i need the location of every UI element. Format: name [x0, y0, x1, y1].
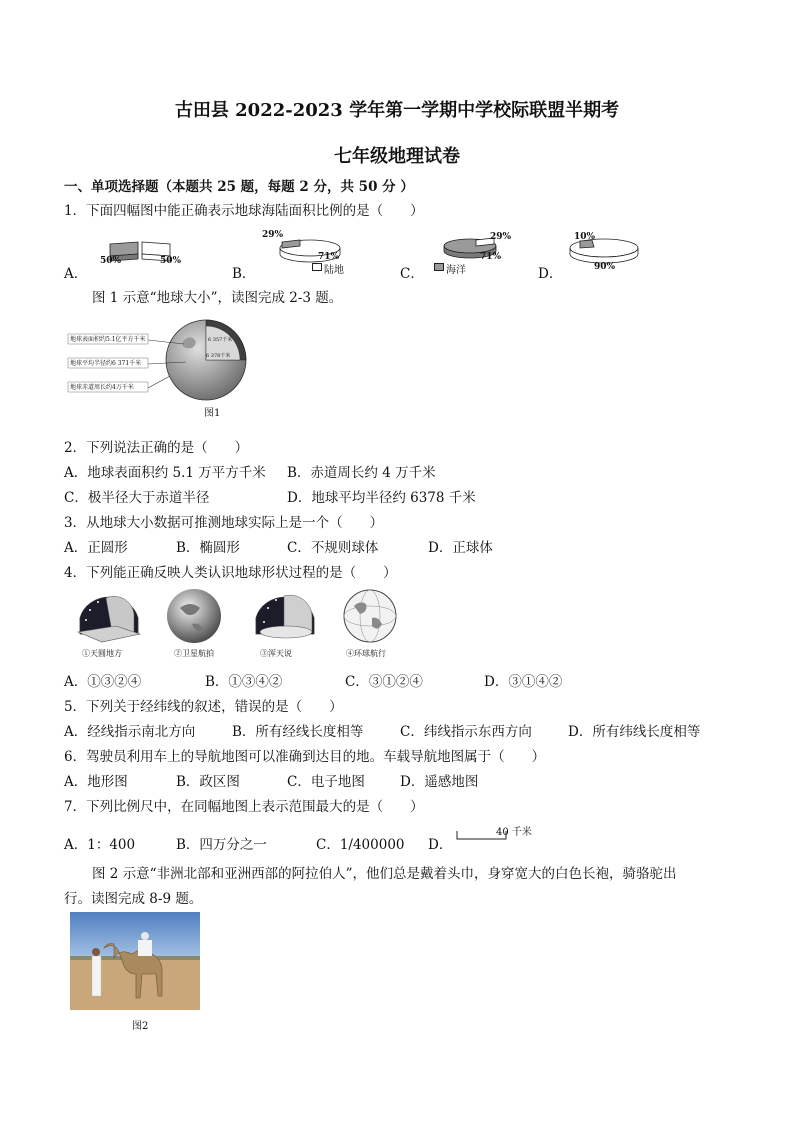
q2-option-b: B．赤道周长约 4 万千米 [287, 465, 436, 481]
pie-chart-a [100, 232, 190, 272]
intro-q8-q9-line1: 图 2 示意“非洲北部和亚洲西部的阿拉伯人”，他们总是戴着头巾，身穿宽大的白色长袍，骑骆驼出 [92, 866, 677, 882]
image-circumnavigation-globe [342, 588, 398, 644]
pie-a-right-pct: 50% [160, 256, 182, 266]
q7-option-c: C．1/400000 [316, 837, 405, 853]
q4-option-b: B．①③④② [205, 674, 283, 690]
q6-option-c: C．电子地图 [287, 774, 365, 790]
pie-d-top-pct: 10% [574, 232, 596, 242]
q5-option-c: C．纬线指示东西方向 [400, 724, 532, 740]
pie-a-left-pct: 50% [100, 256, 122, 266]
question-4-stem: 4．下列能正确反映人类认识地球形状过程的是（ ） [64, 565, 397, 581]
q4-caption-2: ②卫星航拍 [174, 649, 214, 658]
question-1-stem: 1．下面四幅图中能正确表示地球海陆面积比例的是（ ） [64, 203, 424, 219]
pie-b-top-pct: 29% [262, 230, 284, 240]
pie-c-legend: 海洋 [446, 265, 466, 276]
q4-option-c: C．③①②④ [345, 674, 423, 690]
pie-chart-b [270, 228, 360, 268]
q4-option-d: D．③①④② [484, 674, 563, 690]
fig1-polar-radius: 6 357千米 [208, 337, 233, 343]
q6-option-b: B．政区图 [176, 774, 240, 790]
pie-b-legend: 陆地 [324, 265, 344, 276]
scale-bar-label: 40 千米 [496, 827, 532, 838]
q2-option-d: D．地球平均半径约 6378 千米 [287, 490, 476, 506]
section-heading: 一、单项选择题（本题共 25 题，每题 2 分，共 50 分 ） [64, 179, 414, 195]
q5-option-a: A．经线指示南北方向 [64, 724, 196, 740]
q5-option-d: D．所有纬线长度相等 [568, 724, 701, 740]
image-satellite-earth [166, 588, 222, 644]
q3-option-b: B．椭圆形 [176, 540, 240, 556]
q4-caption-1: ①天圆地方 [82, 649, 122, 658]
fig1-callout-equator: 地球赤道周长约4万千米 [70, 384, 134, 391]
q3-option-a: A．正圆形 [64, 540, 128, 556]
q3-option-d: D．正球体 [428, 540, 493, 556]
photo-arab-with-camel [70, 912, 200, 1010]
pie-c-bottom-pct: 71% [480, 252, 502, 262]
question-7-stem: 7．下列比例尺中，在同幅地图上表示范围最大的是（ ） [64, 799, 424, 815]
q1-option-a-label: A． [64, 266, 88, 282]
q7-option-b: B．四万分之一 [176, 837, 267, 853]
q2-option-c: C．极半径大于赤道半径 [64, 490, 210, 506]
q4-option-a: A．①③②④ [64, 674, 142, 690]
question-5-stem: 5．下列关于经纬线的叙述，错误的是（ ） [64, 699, 343, 715]
image-heaven-round-earth-square [76, 588, 142, 644]
pie-d-bottom-pct: 90% [594, 262, 616, 272]
q3-option-c: C．不规则球体 [287, 540, 379, 556]
q1-option-b-label: B． [232, 266, 256, 282]
intro-q8-q9-line2: 行。读图完成 8-9 题。 [64, 891, 203, 907]
q2-option-a: A．地球表面积约 5.1 万平方千米 [64, 465, 266, 481]
q7-option-d: D． [428, 837, 453, 853]
q7-option-a: A．1：400 [64, 837, 136, 853]
question-3-stem: 3．从地球大小数据可推测地球实际上是一个（ ） [64, 515, 384, 531]
q4-caption-3: ③浑天说 [260, 649, 292, 658]
intro-q2-q3: 图 1 示意“地球大小”，读图完成 2-3 题。 [92, 290, 343, 306]
legend-swatch-ocean [434, 263, 444, 271]
pie-c-top-pct: 29% [490, 232, 512, 242]
exam-subtitle: 七年级地理试卷 [334, 146, 460, 167]
q1-option-d-label: D． [538, 266, 563, 282]
fig1-callout-area: 地球表面积约5.1亿平方千米 [70, 336, 146, 343]
pie-b-bottom-pct: 71% [318, 252, 340, 262]
q5-option-b: B．所有经线长度相等 [232, 724, 364, 740]
q4-caption-4: ④环球航行 [346, 649, 386, 658]
q6-option-d: D．遥感地图 [400, 774, 479, 790]
q1-option-c-label: C． [400, 266, 424, 282]
fig1-callout-radius: 地球平均半径约6 371千米 [70, 360, 142, 367]
exam-title: 古田县 2022-2023 学年第一学期中学校际联盟半期考 [174, 100, 620, 121]
image-armillary-theory [252, 588, 318, 644]
question-6-stem: 6．驾驶员利用车上的导航地图可以准确到达目的地。车载导航地图属于（ ） [64, 749, 546, 765]
figure-1-caption: 图1 [204, 408, 221, 419]
legend-swatch-land [312, 263, 322, 271]
question-2-stem: 2．下列说法正确的是（ ） [64, 440, 249, 456]
q6-option-a: A．地形图 [64, 774, 128, 790]
fig1-equatorial-radius: 6 378千米 [206, 353, 231, 359]
figure-2-caption: 图2 [132, 1021, 149, 1032]
